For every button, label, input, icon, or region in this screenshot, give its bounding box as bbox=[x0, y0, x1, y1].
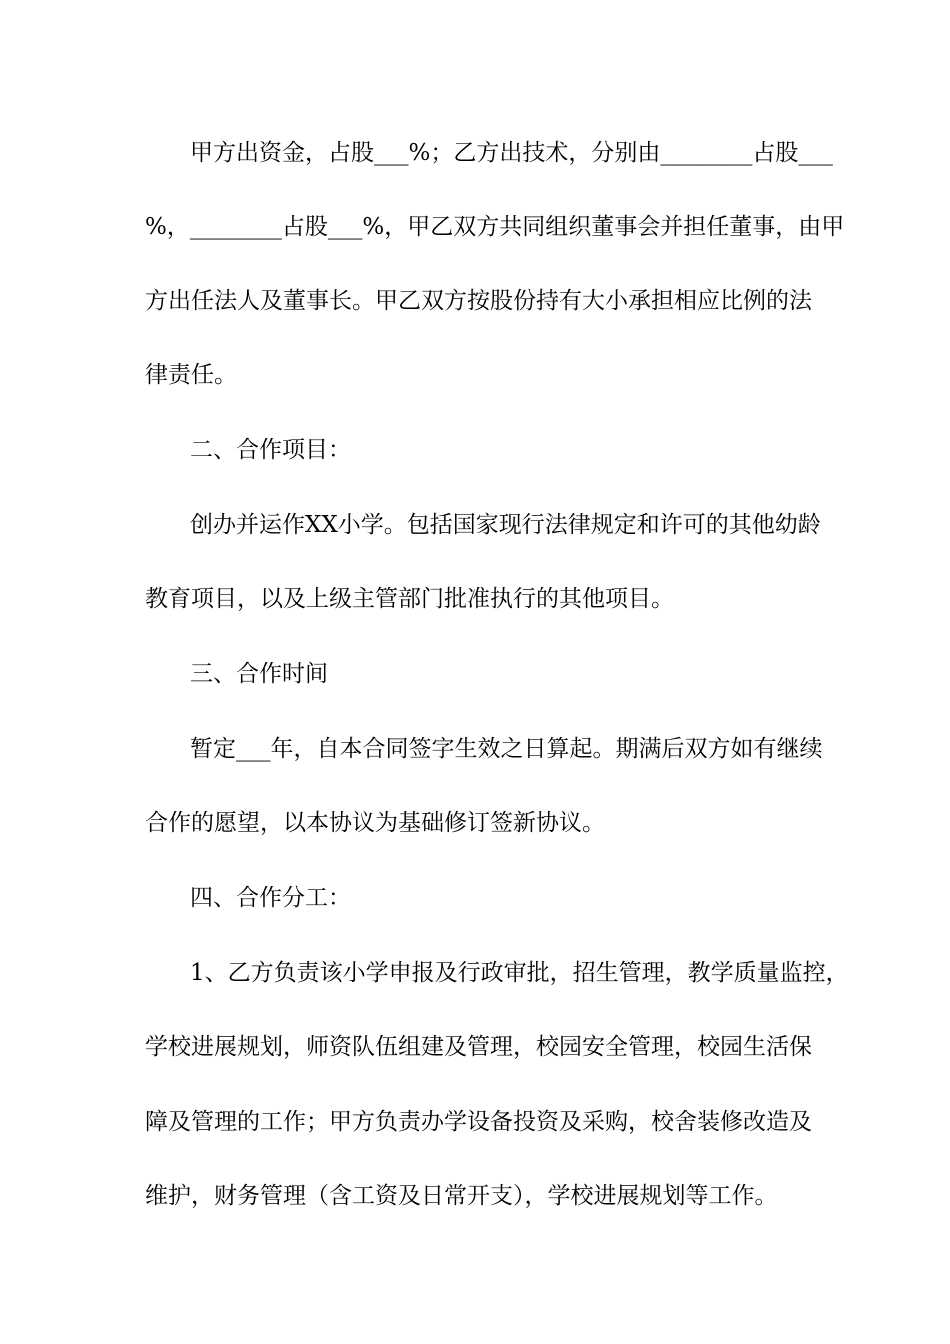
section-heading-cooperation-project: 二、合作项目： bbox=[190, 437, 351, 463]
paragraph-line: 方出任法人及董事长。甲乙双方按股份持有大小承担相应比例的法 bbox=[145, 288, 812, 314]
paragraph-line: 甲方出资金，占股___%；乙方出技术，分别由________占股___ bbox=[190, 140, 833, 166]
paragraph-line: 创办并运作XX小学。包括国家现行法律规定和许可的其他幼龄 bbox=[190, 512, 821, 538]
section-heading-cooperation-time: 三、合作时间 bbox=[190, 661, 328, 687]
paragraph-line: 学校进展规划，师资队伍组建及管理，校园安全管理，校园生活保 bbox=[145, 1034, 812, 1060]
paragraph-line: 障及管理的工作；甲方负责办学设备投资及采购，校舍装修改造及 bbox=[145, 1109, 812, 1135]
paragraph-line: 合作的愿望，以本协议为基础修订签新协议。 bbox=[145, 810, 605, 836]
paragraph-line: 1、乙方负责该小学申报及行政审批，招生管理，教学质量监控， bbox=[190, 960, 849, 986]
section-heading-division-of-labor: 四、合作分工： bbox=[190, 885, 351, 911]
paragraph-line: 教育项目，以及上级主管部门批准执行的其他项目。 bbox=[145, 586, 674, 612]
paragraph-line: 律责任。 bbox=[145, 362, 237, 388]
paragraph-line: 暂定___年，自本合同签字生效之日算起。期满后双方如有继续 bbox=[190, 736, 823, 762]
paragraph-line: %，________占股___%，甲乙双方共同组织董事会并担任董事，由甲 bbox=[145, 214, 845, 240]
paragraph-line: 维护，财务管理（含工资及日常开支），学校进展规划等工作。 bbox=[145, 1183, 778, 1209]
